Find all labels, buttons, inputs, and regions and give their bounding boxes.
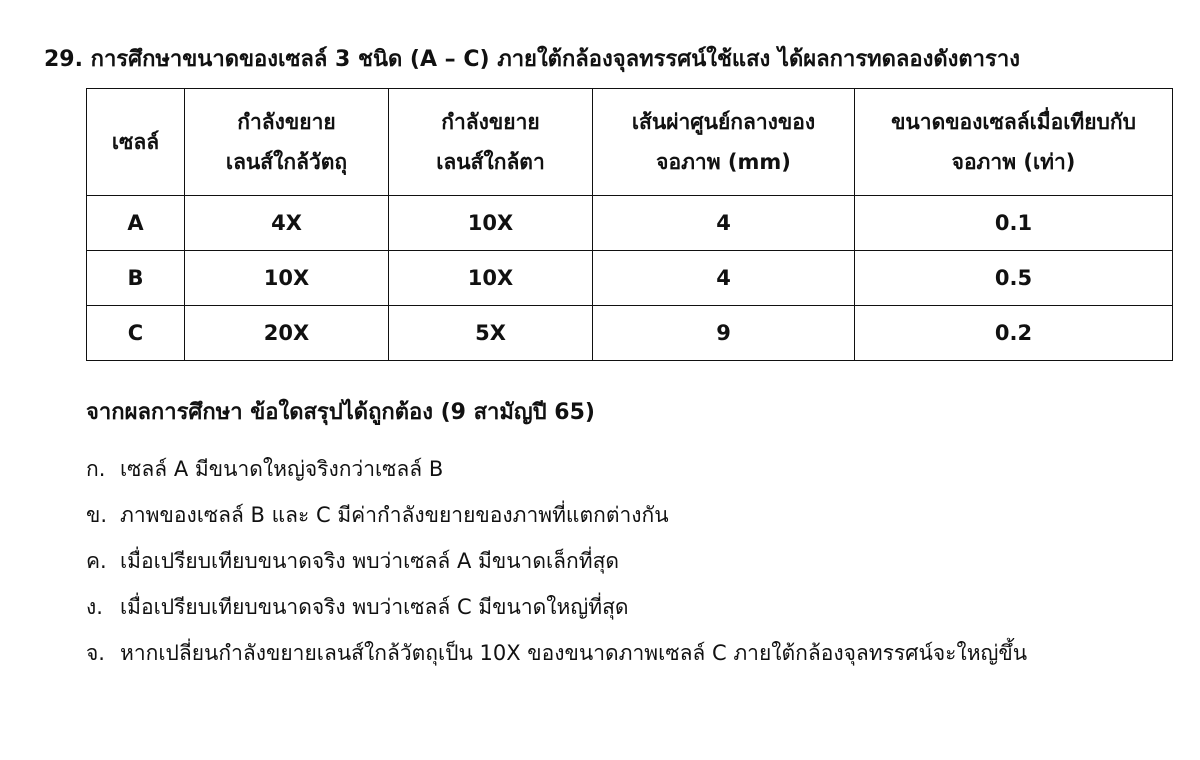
choice-item-4[interactable]	[86, 584, 1176, 630]
choice-letter: จ.	[86, 641, 105, 665]
data-table	[86, 88, 1173, 361]
table-cell: 9	[593, 306, 855, 361]
table-cell: 10X	[389, 251, 593, 306]
header-label: เลนส์ใกล้วัตถุ	[225, 150, 348, 174]
table-cell: C	[87, 306, 185, 361]
header-cell-eyepiece-magnification	[389, 89, 593, 196]
choice-text: หากเปลี่ยนกำลังขยายเลนส์ใกล้วัตถุเป็น 10X ของขนาดภาพเซลล์ C ภายใต้กล้องจุลทรรศน์จะใหญ่ขึ้น	[120, 641, 1028, 665]
table-cell: 0.1	[855, 196, 1173, 251]
choice-letter: ก.	[86, 457, 106, 481]
table-header-row	[87, 89, 1173, 196]
table-cell: 10X	[185, 251, 389, 306]
table-cell: 10X	[389, 196, 593, 251]
table-cell: 20X	[185, 306, 389, 361]
header-label: กำลังขยาย	[237, 110, 336, 134]
question-prompt: จากผลการศึกษา ข้อใดสรุปได้ถูกต้อง (9 สามัญปี 65)	[86, 400, 595, 425]
choice-item-1[interactable]	[86, 446, 1176, 492]
table-row	[87, 306, 1173, 361]
choice-text: เมื่อเปรียบเทียบขนาดจริง พบว่าเซลล์ C มีขนาดใหญ่ที่สุด	[120, 595, 629, 619]
header-label: เซลล์	[111, 130, 160, 154]
header-cell-relative-size	[855, 89, 1173, 196]
table-cell: 4	[593, 251, 855, 306]
table-row	[87, 196, 1173, 251]
header-cell-objective-magnification	[185, 89, 389, 196]
table-cell: 4X	[185, 196, 389, 251]
header-label: เส้นผ่าศูนย์กลางของ	[631, 110, 816, 134]
choice-text: เมื่อเปรียบเทียบขนาดจริง พบว่าเซลล์ A มีขนาดเล็กที่สุด	[120, 549, 620, 573]
header-label: ขนาดของเซลล์เมื่อเทียบกับ	[891, 110, 1136, 134]
table-cell: 0.2	[855, 306, 1173, 361]
choice-letter: ง.	[86, 595, 103, 619]
table-cell: 5X	[389, 306, 593, 361]
header-label: กำลังขยาย	[441, 110, 540, 134]
choice-letter: ค.	[86, 549, 107, 573]
choice-text: ภาพของเซลล์ B และ C มีค่ากำลังขยายของภาพที่แตกต่างกัน	[120, 503, 669, 527]
choice-item-3[interactable]	[86, 538, 1176, 584]
header-cell-field-diameter	[593, 89, 855, 196]
table-cell: 4	[593, 196, 855, 251]
header-label: จอภาพ (mm)	[656, 150, 791, 174]
choice-letter: ข.	[86, 503, 108, 527]
table-cell: A	[87, 196, 185, 251]
table-cell: 0.5	[855, 251, 1173, 306]
table-cell: B	[87, 251, 185, 306]
choice-item-5[interactable]	[86, 630, 1176, 676]
choice-item-2[interactable]	[86, 492, 1176, 538]
header-label: เลนส์ใกล้ตา	[436, 150, 545, 174]
header-label: จอภาพ (เท่า)	[951, 150, 1076, 174]
choice-text: เซลล์ A มีขนาดใหญ่จริงกว่าเซลล์ B	[120, 457, 444, 481]
header-cell-cell	[87, 89, 185, 196]
choice-list	[86, 446, 1176, 676]
table-row	[87, 251, 1173, 306]
question-title: 29. การศึกษาขนาดของเซลล์ 3 ชนิด (A – C) ภายใต้กล้องจุลทรรศน์ใช้แสง ได้ผลการทดลองดังตาราง	[44, 47, 1020, 72]
